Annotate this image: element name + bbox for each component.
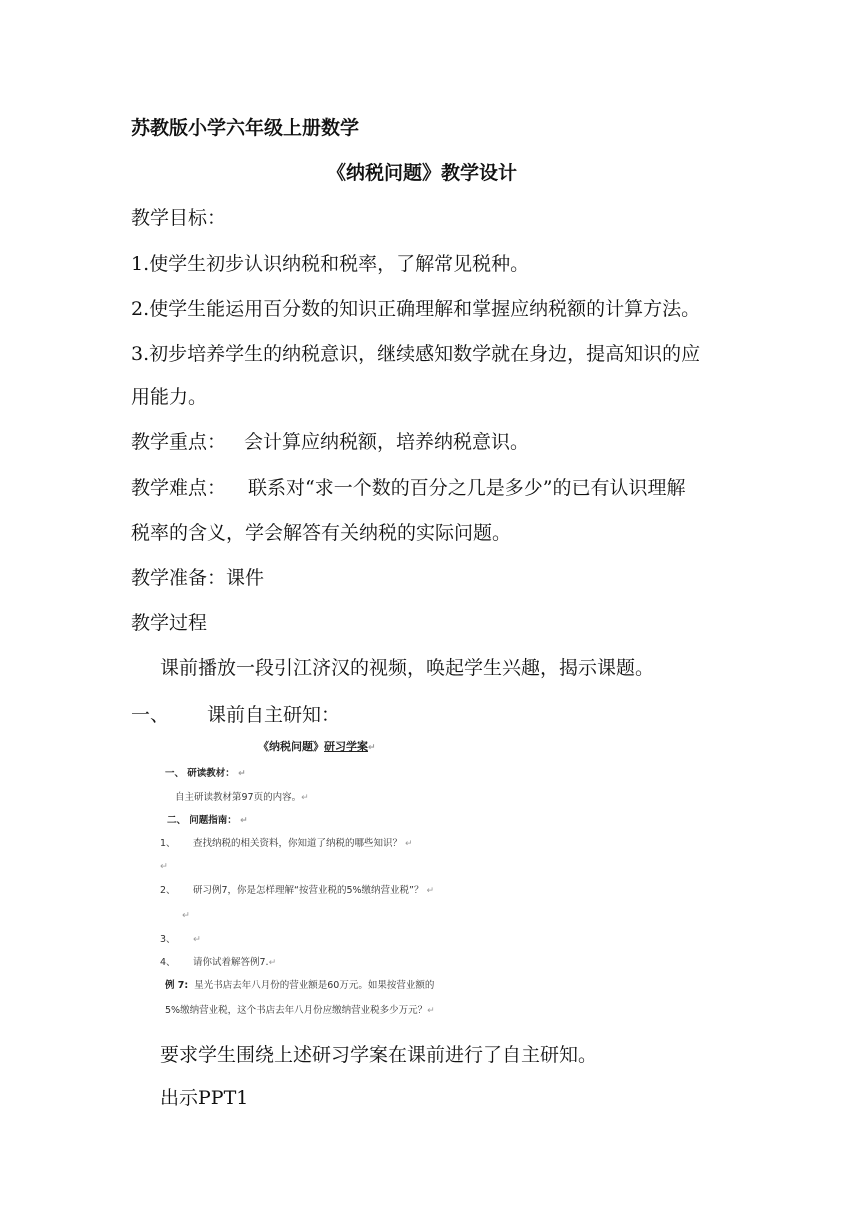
worksheet-section-2-label: 二、 问题指南： <box>167 815 237 826</box>
return-mark: ↵ <box>301 793 309 803</box>
worksheet-q1 <box>193 838 413 850</box>
worksheet-q2-number: 2、 <box>160 885 176 896</box>
intro-paragraph: 课前播放一段引江济汉的视频，唤起学生兴趣，揭示课题。 <box>160 657 655 679</box>
after-worksheet-paragraph: 要求学生围绕上述研习学案在课前进行了自主研知。 <box>160 1044 598 1066</box>
worksheet-q4-text: 请你试着解答例7. <box>193 957 269 968</box>
section-1-title: 课前自主研知： <box>207 704 341 726</box>
section-1-heading <box>131 703 340 727</box>
key-point <box>131 430 529 454</box>
worksheet-example <box>165 980 434 992</box>
worksheet-q4 <box>193 957 276 969</box>
objective-3-line-2: 用能力。 <box>131 386 208 408</box>
worksheet-example-label: 例 7: <box>165 980 189 991</box>
objective-1: 1.使学生初步认识纳税和税率，了解常见税种。 <box>131 253 530 275</box>
return-mark: ↵ <box>193 934 201 945</box>
worksheet-q1-text: 查找纳税的相关资料，你知道了纳税的哪些知识？ <box>193 838 403 849</box>
worksheet-section-1-label: 一、 研读教材： <box>165 768 235 779</box>
worksheet-section-2 <box>167 815 248 827</box>
difficulty-text-line-2: 税率的含义，学会解答有关纳税的实际问题。 <box>131 522 512 544</box>
worksheet-example-text-line-2: 5%缴纳营业税，这个书店去年八月份应缴纳营业税多少万元？ <box>165 1005 428 1016</box>
return-mark: ↵ <box>240 816 248 826</box>
worksheet-q4-number: 4、 <box>160 957 176 968</box>
difficulty-text-line-1: 联系对“求一个数的百分之几是多少”的已有认识理解 <box>248 477 686 499</box>
worksheet-title-main: 《纳税问题》 <box>258 740 324 753</box>
worksheet-section-1 <box>165 768 246 780</box>
worksheet-q1-number: 1、 <box>160 838 176 849</box>
return-mark: ↵ <box>427 1006 435 1016</box>
worksheet-example-text-line-1: 星光书店去年八月份的营业额是60万元。如果按营业额的 <box>194 980 435 991</box>
worksheet-example-line-2 <box>165 1005 435 1017</box>
difficulty-label: 教学难点： <box>131 477 227 499</box>
worksheet-q2-text: 研习例7，你是怎样理解“按营业税的5%缴纳营业税”？ <box>193 885 424 896</box>
worksheet-image <box>155 735 525 1027</box>
doc-title: 《纳税问题》教学设计 <box>327 162 518 184</box>
return-mark: ↵ <box>405 839 413 849</box>
return-mark: ↵ <box>426 886 435 896</box>
key-point-label: 教学重点： <box>131 431 227 453</box>
return-mark: ↵ <box>238 769 246 779</box>
section-1-number: 一、 <box>131 704 170 726</box>
teaching-process-heading: 教学过程 <box>131 612 208 634</box>
return-mark: ↵ <box>182 910 190 921</box>
worksheet-section-1-text <box>175 792 309 804</box>
return-mark: ↵ <box>368 743 376 753</box>
key-point-text: 会计算应纳税额，培养纳税意识。 <box>244 431 530 453</box>
objectives-heading: 教学目标： <box>131 207 227 229</box>
teaching-prep: 教学准备：课件 <box>131 567 265 589</box>
show-ppt-line: 出示PPT1 <box>160 1087 249 1109</box>
difficulty-point <box>131 476 685 500</box>
return-mark: ↵ <box>160 861 168 872</box>
objective-2: 2.使学生能运用百分数的知识正确理解和掌握应纳税额的计算方法。 <box>131 298 701 320</box>
worksheet-title-sub: 研习学案 <box>324 740 368 753</box>
doc-header: 苏教版小学六年级上册数学 <box>131 117 360 139</box>
worksheet-q2 <box>193 885 434 897</box>
worksheet-title <box>258 741 376 754</box>
objective-3-line-1: 3.初步培养学生的纳税意识，继续感知数学就在身边，提高知识的应 <box>131 343 701 365</box>
worksheet-section-1-content: 自主研读教材第97页的内容。 <box>175 792 302 803</box>
worksheet-q3-number: 3、 <box>160 934 176 945</box>
return-mark: ↵ <box>268 958 277 968</box>
